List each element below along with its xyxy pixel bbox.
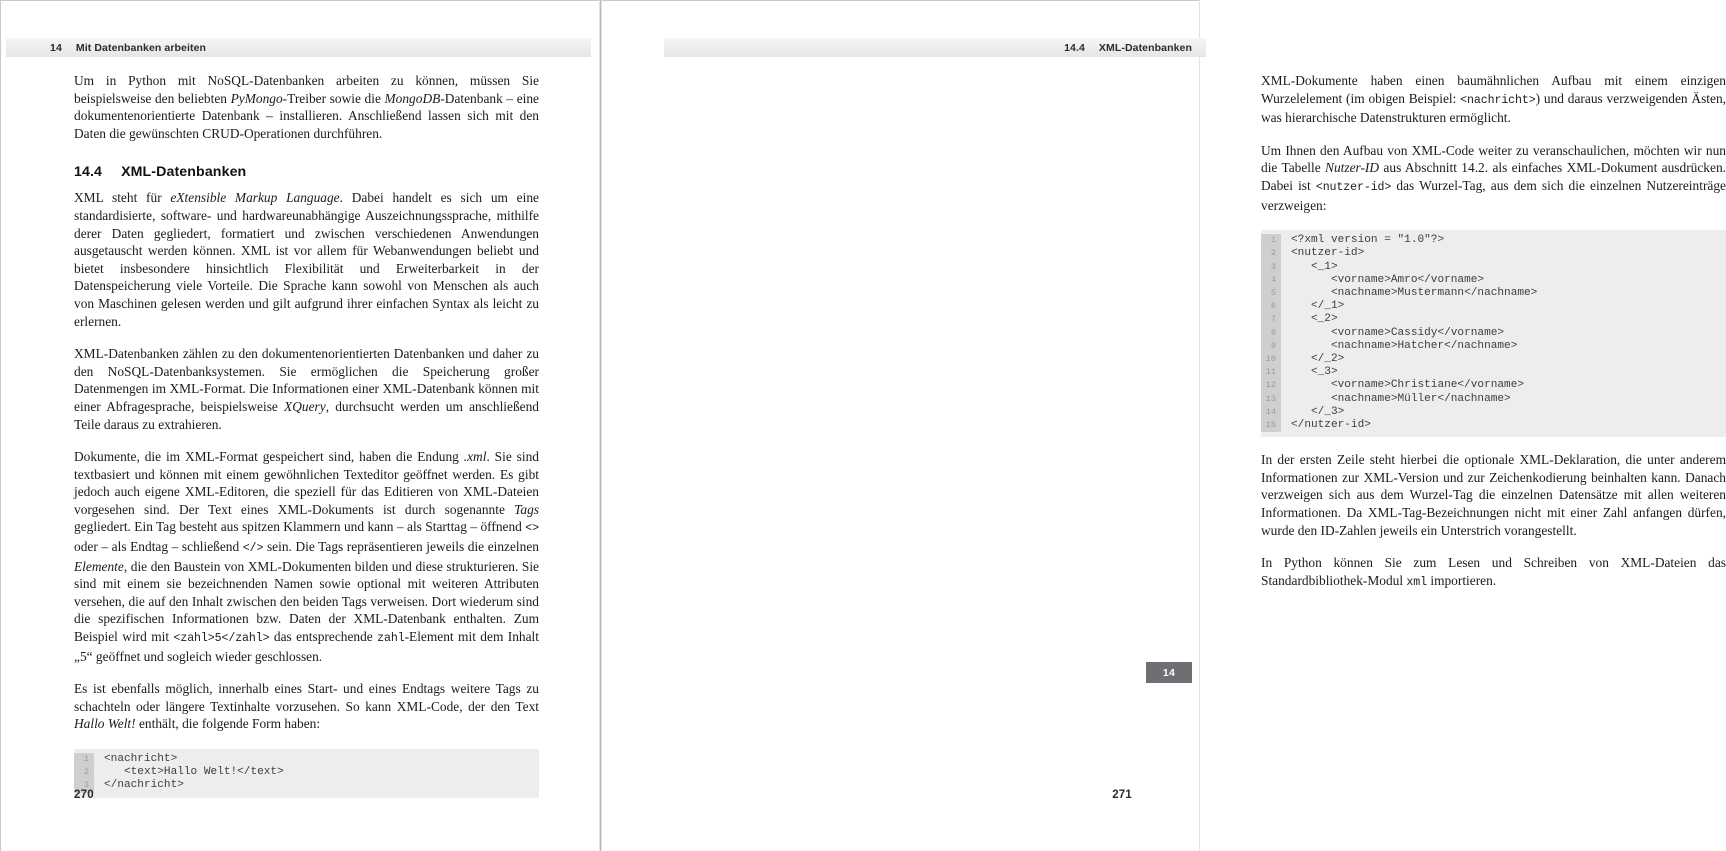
- code-text: <vorname>Christiane</vorname>: [1291, 379, 1525, 392]
- code-listing-hallo-welt: [74, 749, 539, 798]
- paragraph-nesting: Es ist ebenfalls möglich, innerhalb eines Start- und eines Endtags weitere Tags zu schachteln oder längere Textinhalte vorzusehen. So kann XML-Code, der den Text Hallo Welt! enthält, die folgende Form haben:: [74, 681, 539, 732]
- code-line: [1261, 261, 1726, 274]
- text-column-left: [74, 72, 539, 812]
- code-line: [1261, 247, 1726, 260]
- code-line: [1261, 353, 1726, 366]
- line-number: 6: [1261, 300, 1281, 313]
- line-number: 14: [1261, 406, 1281, 419]
- line-number: 3: [1261, 261, 1281, 274]
- paragraph-xml-documents: Dokumente, die im XML-Format gespeichert sind, haben die Endung .xml. Sie sind textbasiert und können mit einem gewöhnlichen Texteditor geöffnet werden. Es gibt jedoch auch eigene XML-Editoren, die speziell für das Editieren von XML-Dateien vorgesehen sind. Der Text eines XML-Dokuments ist durch sogenannte Tags gegliedert. Ein Tag besteht aus spitzen Klammern und kann – als Starttag – öffnend <> oder – als Endtag – schließend </> sein. Die Tags repräsentieren jeweils die einzelnen Elemente, die den Baustein von XML-Dokumenten bilden und diese strukturieren. Sie sind mit einem sie bezeichnenden Namen sowie optional mit weiteren Attributen versehen, die auf den Inhalt zwischen den beiden Tags verweisen. Dort wiederum sind die spezifischen Informationen bzw. Daten der XML-Datenbank enthalten. Zum Beispiel wird mit <zahl>5</zahl> das entsprechende zahl-Element mit dem Inhalt „5“ geöffnet und sogleich wieder geschlossen.: [74, 449, 539, 664]
- paragraph-nutzer-id-intro: Um Ihnen den Aufbau von XML-Code weiter zu veranschaulichen, möchten wir nun die Tabelle Nutzer-ID aus Abschnitt 14.2. als einfaches XML-Dokument ausdrücken. Dabei ist <nutzer-id> das Wurzel-Tag, aus dem sich die einzelnen Nutzereinträge verzweigen:: [1261, 142, 1726, 213]
- code-text: <nachname>Müller</nachname>: [1291, 392, 1511, 405]
- line-number: 4: [1261, 274, 1281, 287]
- line-number: 10: [1261, 353, 1281, 366]
- code-text: <_1>: [1291, 260, 1338, 273]
- line-number: 2: [1261, 247, 1281, 260]
- line-number: 1: [1261, 234, 1281, 247]
- code-line: [1261, 366, 1726, 379]
- running-head-chapter-number: 14: [50, 41, 62, 54]
- running-head-section-number: 14.4: [1064, 41, 1085, 54]
- running-head-left: [6, 38, 591, 57]
- code-line: [1261, 419, 1726, 432]
- code-line: [74, 779, 539, 792]
- line-number: 5: [1261, 287, 1281, 300]
- code-line: [1261, 379, 1726, 392]
- code-text: <vorname>Amro</vorname>: [1291, 273, 1485, 286]
- code-text: <nachname>Mustermann</nachname>: [1291, 286, 1538, 299]
- code-line: [1261, 300, 1726, 313]
- code-text: <_3>: [1291, 366, 1338, 379]
- paragraph-xml-definition: XML steht für eXtensible Markup Language. Dabei handelt es sich um eine standardisierte, software- und hardwareunabhängige Auszeichnungssprache, mithilfe derer Daten gegliedert, formatiert und zwischen verschiedenen Anwendungen ausgetauscht werden können. XML ist vor allem für Webanwendungen beliebt und bietet insbesondere hinsichtlich Flexibilität und Erweiterbarkeit in der Datenspeicherung viele Vorteile. Die Sprache kann sowohl von Menschen als auch von Maschinen gelesen werden und gilt aufgrund ihrer einfachen Syntax als leicht zu erlernen.: [74, 190, 539, 329]
- code-line: [1261, 274, 1726, 287]
- section-title: XML-Datenbanken: [121, 164, 247, 181]
- code-text: <nutzer-id>: [1291, 247, 1365, 260]
- code-line: [1261, 340, 1726, 353]
- running-head-section-title: XML-Datenbanken: [1098, 41, 1192, 54]
- line-number: 8: [1261, 327, 1281, 340]
- code-text: </nutzer-id>: [1291, 419, 1371, 431]
- page-number-left: 270: [74, 789, 94, 801]
- code-line: [74, 753, 539, 766]
- code-text: <vorname>Cassidy</vorname>: [1291, 326, 1505, 339]
- line-number: 11: [1261, 366, 1281, 379]
- running-head-chapter-title: Mit Datenbanken arbeiten: [75, 41, 207, 54]
- code-text: </_2>: [1291, 352, 1345, 365]
- line-number: 2: [74, 766, 94, 779]
- code-text: <nachricht>: [104, 753, 178, 765]
- paragraph-intro: Um in Python mit NoSQL-Datenbanken arbeiten zu können, müssen Sie beispielsweise den beliebten PyMongo-Treiber sowie die MongoDB-Datenbank – eine dokumentenorientierte Datenbank – installieren. Anschließend lassen sich mit den Daten die gewünschten CRUD-Operationen durchführen.: [74, 73, 540, 141]
- line-number: 3: [74, 779, 94, 792]
- code-line: [1261, 313, 1726, 326]
- code-text: <nachname>Hatcher</nachname>: [1291, 339, 1518, 352]
- page-right: [600, 0, 1726, 851]
- code-listing-nutzer-id: [1261, 230, 1726, 437]
- code-line: [74, 766, 539, 779]
- line-number: 15: [1261, 419, 1281, 432]
- text-column-right: [1261, 72, 1726, 606]
- line-number: 13: [1261, 393, 1281, 406]
- line-number: 12: [1261, 379, 1281, 392]
- code-line: [1261, 406, 1726, 419]
- line-number: 7: [1261, 313, 1281, 326]
- page-left: [0, 0, 600, 851]
- line-number: 1: [74, 753, 94, 766]
- paragraph-tree-structure: XML-Dokumente haben einen baumähnlichen Aufbau mit einem einzigen Wurzelelement (im obigen Beispiel: <nachricht>) und daraus verzweigenden Ästen, was hierarchische Datenstrukturen ermöglicht.: [1261, 73, 1726, 126]
- code-line: [1261, 234, 1726, 247]
- code-text: </nachricht>: [104, 779, 184, 792]
- line-number: 9: [1261, 340, 1281, 353]
- code-text: <_2>: [1291, 313, 1338, 326]
- section-number: 14.4: [74, 164, 103, 181]
- paragraph-declaration-explained: In der ersten Zeile steht hierbei die optionale XML-Deklaration, die unter anderem Informationen zur XML-Version und zur Zeichenkodierung beinhalten kann. Danach verzweigen sich aus dem Wurzel-Tag die einzelnen Datensätze mit allen weiteren Informationen. Da XML-Tag-Bezeichnungen nicht mit einer Zahl anfangen dürfen, wurde den ID-Zahlen jeweils ein Unterstrich vorangestellt.: [1261, 452, 1726, 538]
- paragraph-python-xml-module: In Python können Sie zum Lesen und Schreiben von XML-Dateien das Standardbibliothek-Modul xml importieren.: [1261, 555, 1726, 589]
- code-text: <text>Hallo Welt!</text>: [104, 766, 284, 779]
- code-text: <?xml version = "1.0"?>: [1291, 234, 1445, 247]
- page-number-right: 271: [1112, 789, 1132, 801]
- chapter-thumb-tab: 14: [1146, 662, 1192, 683]
- code-text: </_1>: [1291, 300, 1345, 313]
- code-line: [1261, 393, 1726, 406]
- section-heading: [74, 164, 539, 180]
- paragraph-xml-databases: XML-Datenbanken zählen zu den dokumentenorientierten Datenbanken und daher zu den NoSQL-Datenbanksystemen. Sie ermöglichen die Speicherung großer Datenmengen im XML-Format. Die Informationen einer XML-Datenbank können mit einer Abfragesprache, beispielsweise XQuery, durchsucht werden um anschließend Teile daraus zu extrahieren.: [74, 346, 539, 432]
- code-text: </_3>: [1291, 405, 1345, 418]
- code-line: [1261, 287, 1726, 300]
- running-head-right: [664, 38, 1206, 57]
- code-line: [1261, 327, 1726, 340]
